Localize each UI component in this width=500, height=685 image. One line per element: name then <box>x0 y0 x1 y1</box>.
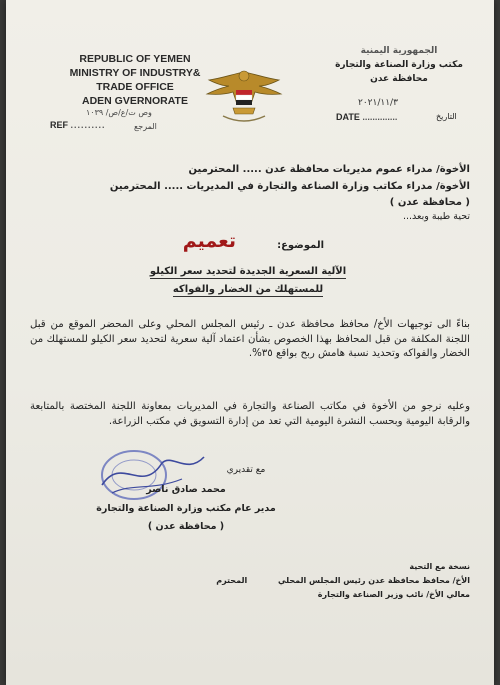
copies-heading: نسخة مع التحية <box>409 562 470 571</box>
header-ar-line1: الجمهورية اليمنية <box>360 46 438 56</box>
ref-label: REF .......... <box>50 120 106 130</box>
header-en-line3: TRADE OFFICE <box>96 81 174 93</box>
header-en-line1: REPUBLIC OF YEMEN <box>79 53 191 65</box>
eagle-emblem-icon <box>203 64 285 134</box>
header-arabic <box>324 44 474 86</box>
date-label-arabic: التاريخ <box>436 112 457 121</box>
subject-label: الموضوع: <box>277 240 324 251</box>
signatory-name: محمد صادق ناصر <box>146 484 226 495</box>
date-value: ٢٠٢١/١١/٣ <box>358 98 398 108</box>
signatory-governorate: ( محافظة عدن ) <box>147 521 225 532</box>
subject-title-1-text: الآلية السعرية الجديدة لتحديد سعر الكيلو <box>149 266 347 277</box>
addressee-line-1: الأخوة/ مدراء عموم مديريات محافظة عدن ..... المحترمين <box>188 164 470 175</box>
header-english <box>60 52 210 108</box>
header-en-line2: MINISTRY OF INDUSTRY& <box>69 67 201 79</box>
subject-title-1 <box>98 266 398 277</box>
addressee-line-2: الأخوة/ مدراء مكاتب وزارة الصناعة والتجارة في المديريات ..... المحترمين <box>109 181 470 192</box>
ref-label-arabic: المرجع <box>134 122 157 131</box>
ref-label-text: REF <box>50 120 68 130</box>
signature-stamp-icon <box>92 445 212 505</box>
copies-line-1-suffix: المحترم <box>216 576 248 585</box>
reference-number: وص ت/ع/ص/ ١٠٣٩ <box>86 108 152 117</box>
date-label-text: DATE <box>336 112 360 122</box>
body-paragraph-2: وعليه نرجو من الأخوة في مكاتب الصناعة والتجارة في المديريات بمعاونة اللجنة المختصة بالمتابعة والرقابة اليومية وبحسب النشرة اليومية التي تعد من إدارة التسويق في مكتب الزراعة. <box>30 401 470 427</box>
document-page <box>6 0 494 685</box>
subject-title-2 <box>98 284 398 295</box>
body-paragraph-1: بناءً الى توجيهات الأخ/ محافظ محافظة عدن ـ رئيس المجلس المحلي وعلى المحضر الموقع من قبل اللجنة المكلفة من قبل المحافظ بهذا الخصوص بشأن اعتماد آلية سعرية لتحديد سعر الكيلو للمستهلك من الخضار والفواكه وتحديد نسبة هامش ربح بواقع ٣٥%. <box>30 319 470 359</box>
addressee-line-3: ( محافظة عدن ) <box>389 197 470 208</box>
header-ar-line3: محافظة عدن <box>370 74 428 84</box>
copies-line-1 <box>130 574 470 588</box>
copies-line-2: معالي الأخ/ نائب وزير الصناعة والتجارة <box>317 590 470 599</box>
copies-line-1-text: الأخ/ محافظ محافظة عدن رئيس المجلس المحلي <box>277 576 470 585</box>
signatory-title: مدير عام مكتب وزارة الصناعة والتجارة <box>96 503 276 514</box>
greeting: تحية طيبة وبعد... <box>402 211 470 222</box>
regards: مع تقديري <box>226 465 266 475</box>
subject-title-2-text: للمستهلك من الخضار والفواكه <box>172 284 324 295</box>
date-label: DATE .............. <box>336 112 398 122</box>
header-en-line4: ADEN GVERNORATE <box>82 95 188 107</box>
header-ar-line2: مكتب وزارة الصناعة والتجارة <box>335 60 463 70</box>
copies-block <box>130 560 470 602</box>
subject-word: تعميم <box>182 230 236 252</box>
